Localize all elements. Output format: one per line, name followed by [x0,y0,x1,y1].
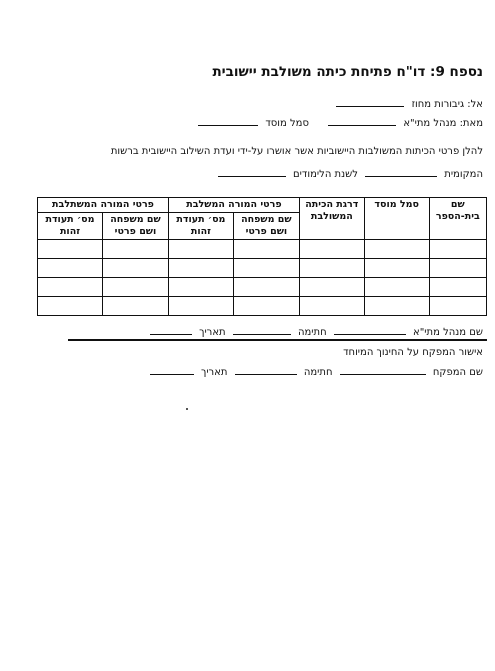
table-cell[interactable] [168,240,233,259]
header-integrating-id: מס׳ תעודת זהות [168,213,233,240]
table-cell[interactable] [168,259,233,278]
table-cell[interactable] [364,297,429,316]
table-row [38,240,487,259]
table-cell[interactable] [102,278,168,297]
table-cell[interactable] [429,240,486,259]
to-line [332,96,483,110]
table-cell[interactable] [299,278,364,297]
header-integrated-id: מס׳ תעודת זהות [38,213,103,240]
intro-paragraph-line1: להלן פרטי הכיתות המשולבות היישוביות אשר אושרו על-ידי ועדת השילוב היישובית ברשות [110,146,483,157]
from-field[interactable] [328,115,396,126]
manager-date-label: תאריך [199,327,226,338]
supervisor-signature-field[interactable] [235,364,297,375]
from-line [194,115,483,129]
from-label: מאת: מנהל מתי"א [403,118,483,129]
table-row [38,278,487,297]
table-cell[interactable] [168,297,233,316]
table-row [38,297,487,316]
school-year-field[interactable] [218,166,286,177]
scan-speck [186,408,188,410]
table-cell[interactable] [364,278,429,297]
inst-code-field[interactable] [198,115,258,126]
table-cell[interactable] [299,259,364,278]
table-cell[interactable] [102,259,168,278]
table-cell[interactable] [38,278,103,297]
to-field[interactable] [336,96,404,107]
approval-title: אישור המפקח על החינוך המיוחד [343,347,483,358]
school-year-label: לשנת הלימודים [293,169,358,180]
table-cell[interactable] [429,259,486,278]
manager-name-label: שם מנהל מתי"א [413,327,483,338]
table-cell[interactable] [429,297,486,316]
manager-signature-field[interactable] [233,324,291,335]
manager-name-field[interactable] [334,324,406,335]
header-integrated-teacher: פרטי המורה המשתלבת [38,198,169,213]
header-integrating-name: שם משפחה ושם פרטי [233,213,299,240]
table-cell[interactable] [168,278,233,297]
supervisor-date-label: תאריך [200,367,228,378]
supervisor-signature-line [146,364,483,378]
supervisor-signature-label: חתימה [303,367,333,378]
municipality-field[interactable] [365,166,437,177]
table-cell[interactable] [102,297,168,316]
table-cell[interactable] [233,259,299,278]
table-row [38,259,487,278]
supervisor-name-label: שם המפקח [432,367,483,378]
header-integrated-name: שם משפחה ושם פרטי [102,213,168,240]
manager-date-field[interactable] [150,324,192,335]
table-cell[interactable] [299,240,364,259]
table-cell[interactable] [38,259,103,278]
header-school: שם בית-הספר [429,198,486,240]
inst-code-label: סמל מוסד [265,118,309,129]
table-cell[interactable] [38,240,103,259]
manager-signature-label: חתימה [297,327,327,338]
table-cell[interactable] [429,278,486,297]
to-label: אל: גיבורות מחוז [411,99,483,110]
manager-signature-line [146,324,483,338]
intro-paragraph-line2 [214,166,483,180]
table-cell[interactable] [233,240,299,259]
table-cell[interactable] [364,240,429,259]
header-inst-code: סמל מוסד [364,198,429,240]
table-cell[interactable] [102,240,168,259]
table-cell[interactable] [38,297,103,316]
header-integrating-teacher: פרטי המורה המשלבת [168,198,299,213]
table-cell[interactable] [364,259,429,278]
classes-table [37,197,487,316]
table-cell[interactable] [299,297,364,316]
document-title: נספח 9: דו"ח פתיחת כיתה משולבת יישובית [212,64,483,80]
supervisor-name-field[interactable] [340,364,426,375]
table-header-row [38,198,487,213]
section-divider [68,339,487,341]
header-class-level: דרגת הכיתה המשולבת [299,198,364,240]
table-cell[interactable] [233,278,299,297]
municipality-label: המקומית [444,169,483,180]
table-cell[interactable] [233,297,299,316]
supervisor-date-field[interactable] [150,364,194,375]
